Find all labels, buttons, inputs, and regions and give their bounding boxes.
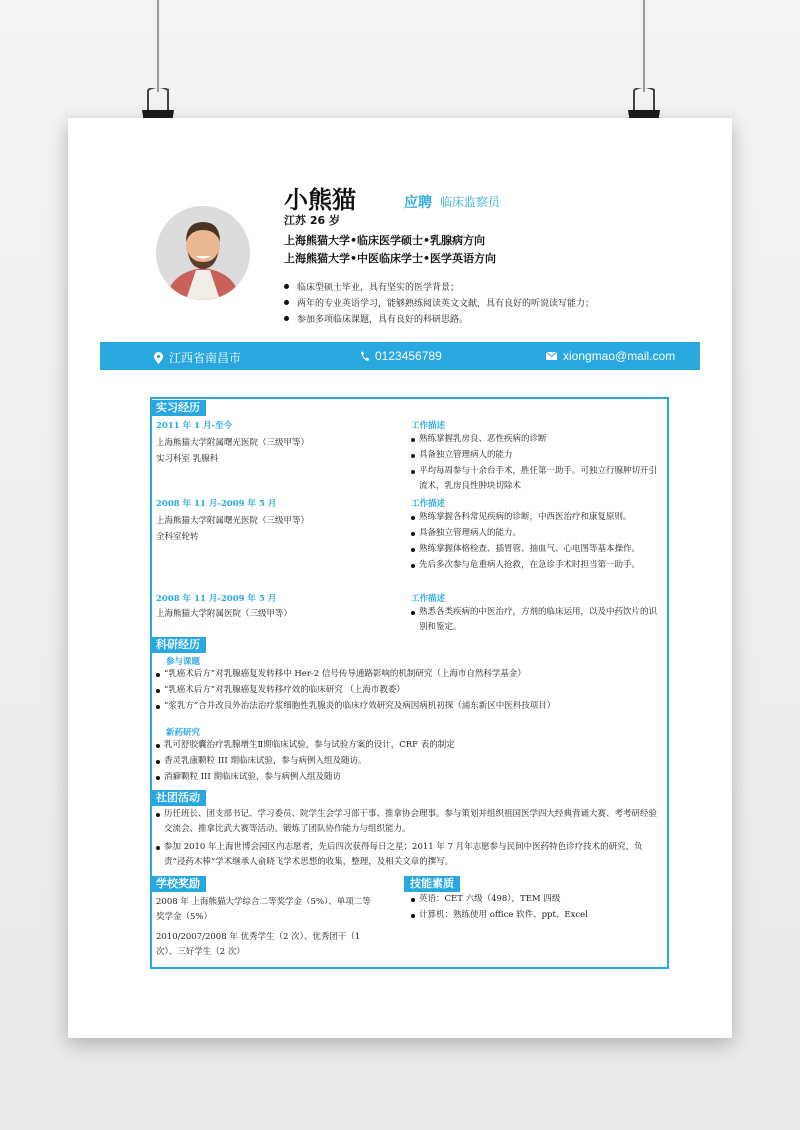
email-icon: [546, 352, 557, 360]
contact-address: 江西省南昌市: [154, 349, 241, 366]
intern-3-work-label: 工作描述: [411, 594, 446, 604]
skill-item: 计算机：熟练使用 office 软件、ppt、Excel: [411, 908, 661, 923]
profile-photo: [156, 206, 250, 300]
education-line-1: 上海熊猫大学•临床医学硕士•乳腺病方向: [284, 234, 486, 247]
intern-1-duty: 平均每周参与十余台手术，胜任第一助手。可独立行腺肿切开引流术，乳房良性肿块切除术: [411, 464, 661, 494]
intern-2-date: 2008 年 11 月-2009 年 5 月: [156, 499, 277, 509]
intern-3-date: 2008 年 11 月-2009 年 5 月: [156, 594, 277, 604]
intern-2-duty: 熟练掌握体格检查、插胃管、抽血气、心电图等基本操作。: [411, 542, 661, 557]
intern-2-duty: 先后多次参与危重病人抢救，在急诊手术时担当第一助手。: [411, 558, 661, 573]
intern-2-duty: 熟练掌握各科常见疾病的诊断，中西医治疗和康复原则。: [411, 510, 661, 525]
research-project: “浆乳方”合并改良外治法治疗浆细胞性乳腺炎的临床疗效研究及病因病机初探（浦东新区中医科技项目）: [156, 699, 661, 714]
research-sub-projects: 参与课题: [166, 657, 201, 667]
apply-label: 应聘: [404, 195, 432, 211]
club-activity: 历任班长、团支部书记、学习委员、院学生会学习部干事、推拿协会理事。参与策划并组织祖国医学四大经典背诵大赛、考考研经验交流会、推拿比武大赛等活动。锻炼了团队协作能力与组织能力。: [156, 807, 663, 837]
intern-1-duty: 熟练掌握乳房良、恶性疾病的诊断: [411, 432, 661, 447]
apply-position: 临床监察员: [440, 195, 501, 209]
intern-2-duty: 具备独立管理病人的能力。: [411, 526, 661, 541]
hanging-string-left: [157, 0, 159, 92]
intern-1-date: 2011 年 1 月-至今: [156, 421, 232, 431]
education-line-2: 上海熊猫大学•中医临床学士•医学英语方向: [284, 252, 497, 265]
hanging-string-right: [643, 0, 645, 92]
drug-study: 香灵乳康颗粒 III 期临床试验，参与病例入组及随访。: [156, 754, 661, 769]
contact-email[interactable]: xiongmao@mail.com: [546, 349, 675, 363]
research-project: “乳癌术后方”对乳腺癌复发转移中 Her-2 信号传导通路影响的机制研究（上海市自然科学基金）: [156, 667, 661, 682]
section-skills-heading: 技能素质: [404, 876, 460, 892]
section-awards-heading: 学校奖励: [150, 876, 206, 892]
intern-3-hospital: 上海熊猫大学附属医院（三级甲等）: [156, 609, 293, 619]
location-pin-icon: [154, 352, 163, 364]
drug-study: 乳可舒胶囊治疗乳腺增生Ⅱ期临床试验，参与试验方案的设计，CRF 表的制定: [156, 738, 661, 753]
location-age: 江苏 26 岁: [284, 214, 340, 227]
section-clubs-heading: 社团活动: [150, 790, 206, 806]
skill-item: 英语：CET 六级（498），TEM 四级: [411, 892, 661, 907]
intern-1-duty: 具备独立管理病人的能力: [411, 448, 661, 463]
contact-bar: [100, 342, 700, 370]
research-sub-drugs: 新药研究: [166, 728, 201, 738]
intern-2-work-label: 工作描述: [411, 499, 446, 509]
intern-3-duty: 熟悉各类疾病的中医治疗，方剂的临床运用，以及中药饮片的识别和鉴定。: [411, 605, 661, 635]
section-internship-heading: 实习经历: [150, 400, 206, 416]
club-activity: 参加 2010 年上海世博会园区内志愿者，先后四次获得每日之星；2011 年 7 月年志愿参与民间中医药特色诊疗技术的研究，负责“浸药木棒”学术继承人俞晓飞学术思想的收集，整理，及相关文章的撰写。: [156, 840, 663, 870]
summary-list: [284, 278, 594, 326]
intern-2-hospital: 上海熊猫大学附属曙光医院（三级甲等）: [156, 516, 310, 526]
section-research-heading: 科研经历: [150, 637, 206, 653]
award-item: 2010/2007/2008 年 优秀学生（2 次）、优秀团干（1 次）、三好学生（2 次）: [156, 932, 361, 957]
summary-item: 参加多项临床课题，具有良好的科研思路。: [284, 310, 594, 326]
intern-1-dept: 实习科室 乳腺科: [156, 454, 219, 464]
drug-study: 消癖颗粒 III 期临床试验，参与病例入组及随访: [156, 770, 661, 785]
intern-1-hospital: 上海熊猫大学附属曙光医院（三级甲等）: [156, 438, 310, 448]
phone-icon: [360, 351, 369, 362]
intern-1-work-label: 工作描述: [411, 421, 446, 431]
contact-phone[interactable]: 0123456789: [360, 349, 442, 363]
candidate-name: 小熊猫: [284, 186, 356, 214]
award-item: 2008 年 上海熊猫大学综合二等奖学金（5%）、单项二等奖学金（5%）: [156, 897, 371, 922]
intern-2-dept: 全科室轮转: [156, 532, 199, 542]
summary-item: 临床型硕士毕业，具有坚实的医学背景；: [284, 278, 594, 294]
research-project: “乳癌术后方”对乳腺癌复发转移疗效的临床研究 （上海市教委）: [156, 683, 661, 698]
summary-item: 两年的专业英语学习，能够熟练阅读英文文献，具有良好的听说读写能力；: [284, 294, 594, 310]
